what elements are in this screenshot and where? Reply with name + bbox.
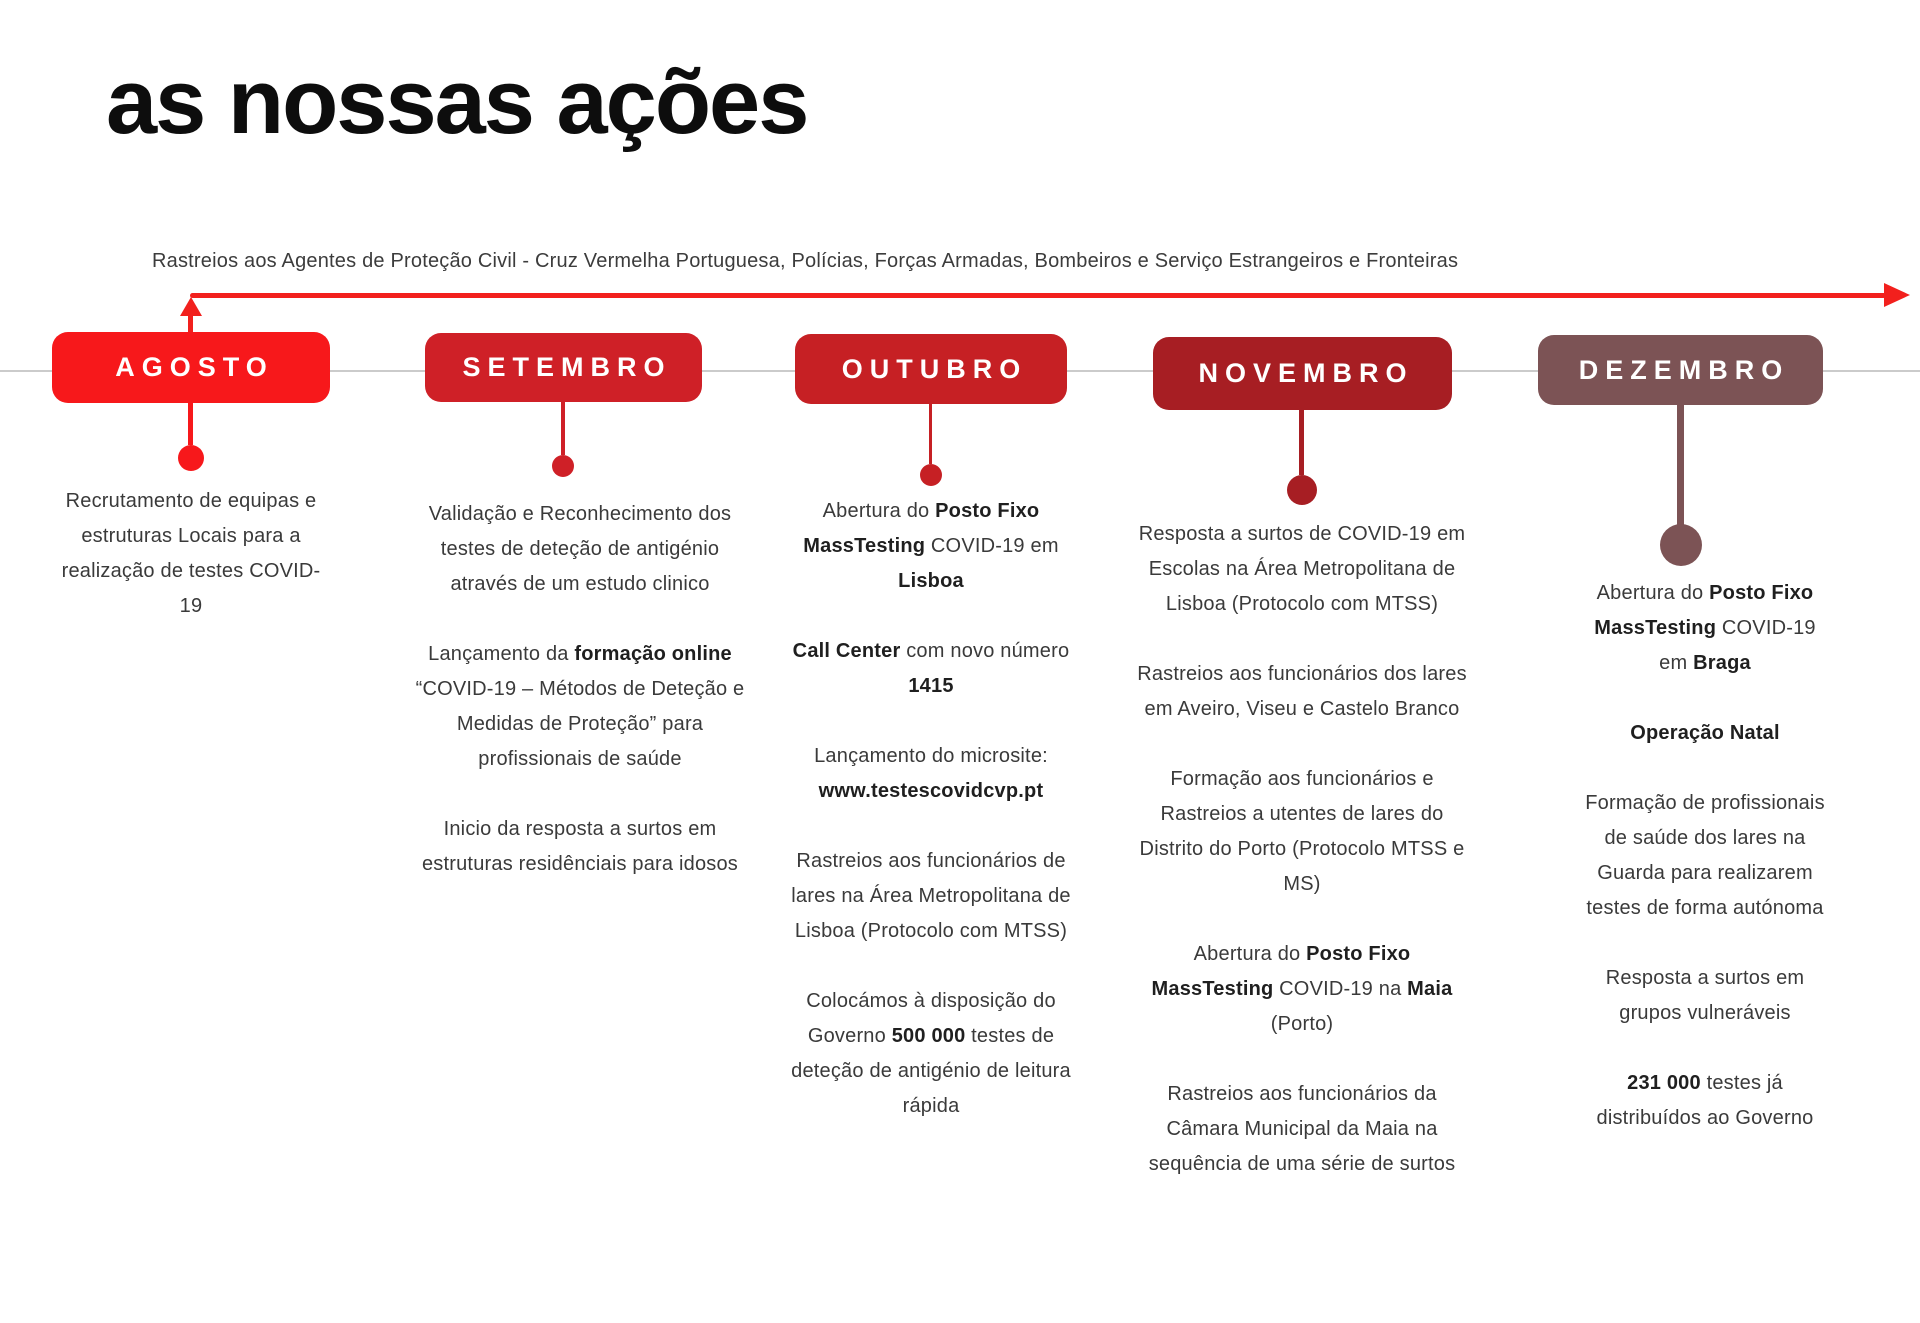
month-label: NOVEMBRO [1198, 358, 1414, 388]
event-text: 231 000 testes já distribuídos ao Governo [1596, 1072, 1814, 1129]
timeline-dot-dezembro [1660, 524, 1702, 566]
event-text: Rastreios aos funcionários dos lares em Aveiro, Viseu e Castelo Branco [1137, 663, 1467, 720]
event-text: Validação e Reconhecimento dos testes de deteção de antigénio através de um estudo clinico [428, 503, 732, 595]
month-badge-novembro [1153, 337, 1452, 410]
event-text: Inicio da resposta a surtos em estruturas residênciais para idosos [421, 818, 739, 875]
month-label: AGOSTO [115, 352, 274, 382]
connector-line-dezembro [1677, 405, 1684, 525]
month-badge-outubro [795, 334, 1067, 404]
event-text: Call Center com novo número 1415 [792, 640, 1070, 697]
page-title: as nossas ações [106, 51, 808, 153]
connector-line-setembro [561, 402, 565, 455]
top-arrow-line [190, 293, 1886, 298]
timeline-dot-outubro [920, 464, 942, 486]
events-column-setembro [415, 497, 745, 917]
connector-line-novembro [1299, 410, 1304, 475]
timeline-dot-setembro [552, 455, 574, 477]
event-text: Abertura do Posto Fixo MassTesting COVID-19 na Maia (Porto) [1151, 943, 1453, 1035]
event-text: Rastreios aos funcionários de lares na Área Metropolitana de Lisboa (Protocolo com MTSS) [791, 850, 1071, 942]
timeline-dot-agosto [178, 445, 204, 471]
event-text: Colocámos à disposição do Governo 500 000 testes de deteção de antigénio de leitura rápida [791, 990, 1071, 1117]
event-text: Lançamento da formação online “COVID-19 – Métodos de Deteção e Medidas de Proteção” para profissionais de saúde [415, 643, 745, 770]
event-text: Recrutamento de equipas e estruturas Locais para a realização de testes COVID-19 [61, 490, 321, 617]
event-text: Formação aos funcionários e Rastreios a utentes de lares do Distrito do Porto (Protocolo MTSS e MS) [1139, 768, 1465, 895]
month-label: OUTUBRO [841, 353, 1028, 384]
agosto-up-arrow-line [188, 313, 193, 333]
connector-line-agosto [188, 403, 193, 445]
event-text: Resposta a surtos de COVID-19 em Escolas na Área Metropolitana de Lisboa (Protocolo com MTSS) [1138, 523, 1466, 615]
events-column-outubro [786, 494, 1076, 1159]
event-text: Abertura do Posto Fixo MassTesting COVID-19 em Braga [1594, 582, 1816, 674]
arrow-right-icon [1884, 283, 1910, 307]
arrow-up-icon [180, 297, 202, 316]
month-label: DEZEMBRO [1578, 354, 1790, 385]
event-text: Operação Natal [1630, 722, 1780, 744]
events-column-agosto [57, 484, 325, 659]
event-text: Resposta a surtos em grupos vulneráveis [1605, 967, 1805, 1024]
month-label: SETEMBRO [462, 352, 672, 382]
connector-line-outubro [929, 404, 932, 464]
month-badge-setembro [425, 333, 702, 402]
event-text: Rastreios aos funcionários da Câmara Municipal da Maia na sequência de uma série de surtos [1148, 1083, 1456, 1175]
event-text: Formação de profissionais de saúde dos lares na Guarda para realizarem testes de forma autónoma [1585, 792, 1825, 919]
event-text: Abertura do Posto Fixo MassTesting COVID-19 em Lisboa [803, 500, 1059, 592]
month-badge-agosto [52, 332, 330, 403]
top-annotation: Rastreios aos Agentes de Proteção Civil - Cruz Vermelha Portuguesa, Polícias, Forças Armadas, Bombeiros e Serviço Estrangeiros e Fronteiras [152, 250, 1459, 272]
timeline-dot-novembro [1287, 475, 1317, 505]
events-column-dezembro [1579, 576, 1831, 1171]
event-text: Lançamento do microsite: www.testescovidcvp.pt [814, 745, 1048, 802]
events-column-novembro [1132, 517, 1472, 1217]
month-badge-dezembro [1538, 335, 1823, 405]
